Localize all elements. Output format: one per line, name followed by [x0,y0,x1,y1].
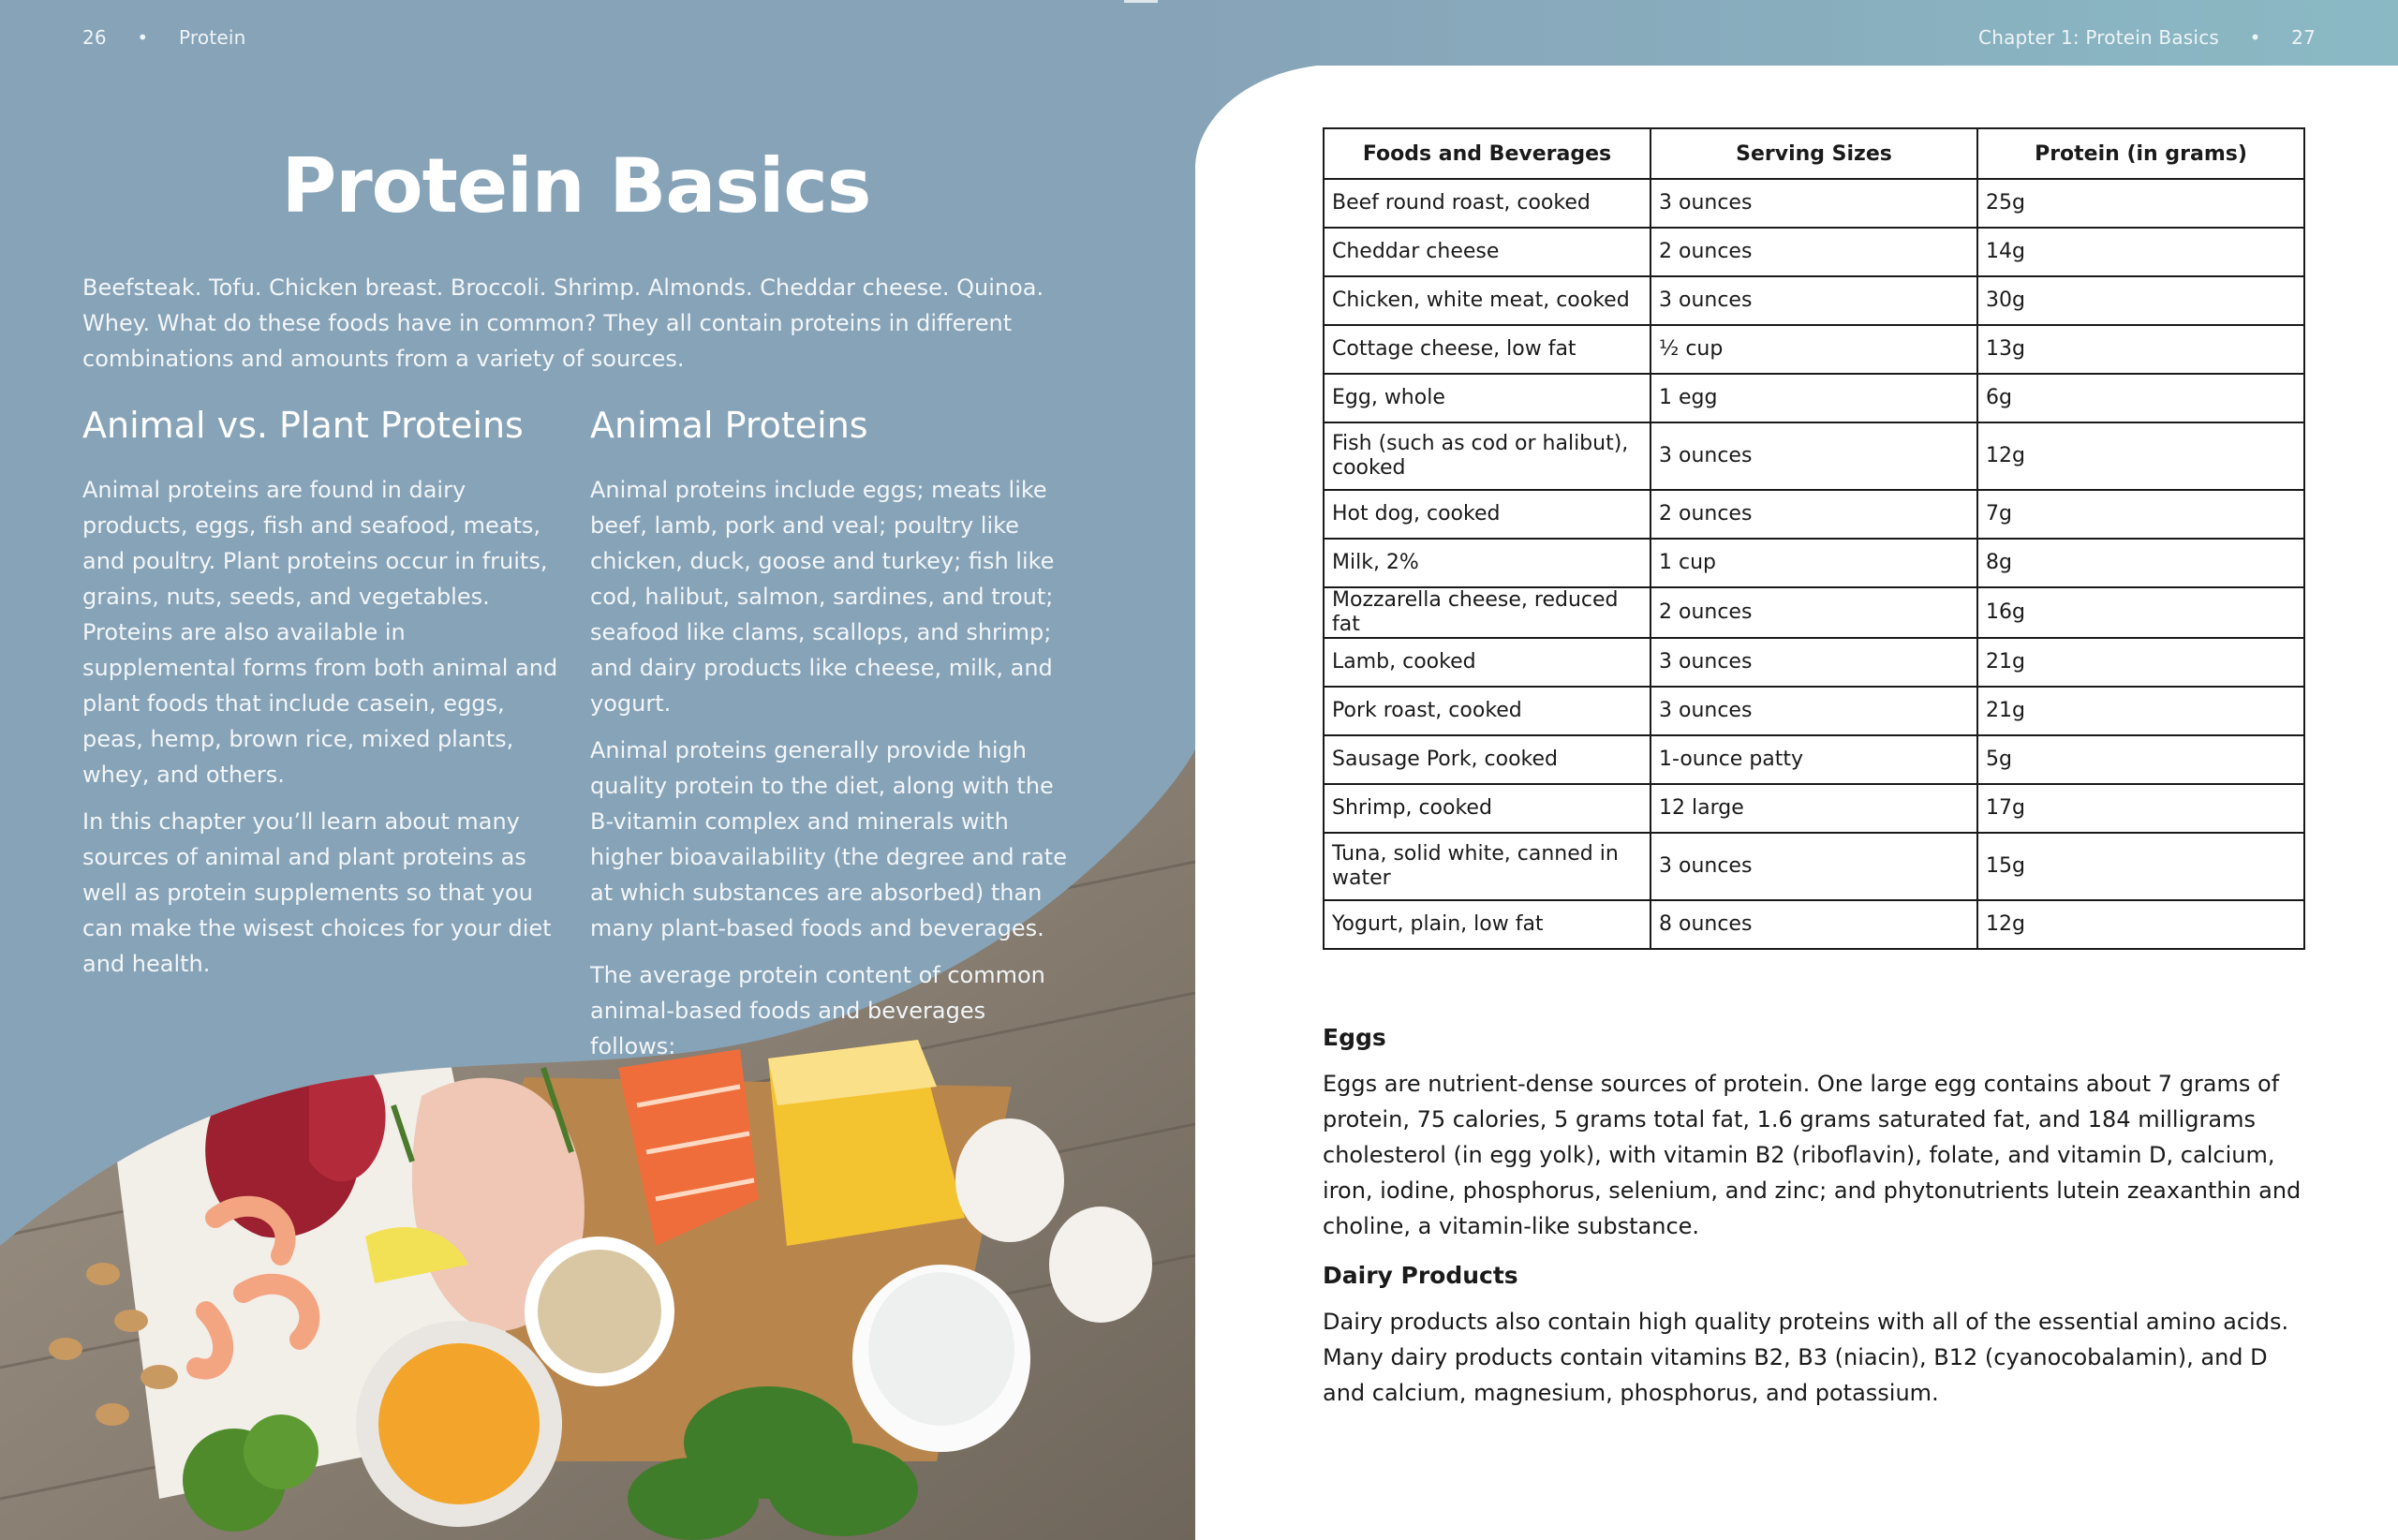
food-cell: Pork roast, cooked [1324,687,1650,735]
table-row [1324,422,2304,490]
protein-cell: 12g [1977,900,2304,949]
protein-cell: 14g [1977,228,2304,276]
food-cell: Cottage cheese, low fat [1324,325,1650,374]
protein-cell: 25g [1977,179,2304,228]
table-row [1324,539,2304,587]
table-row [1324,325,2304,374]
page-marker [1124,0,1158,3]
column-header: Protein (in grams) [1977,128,2304,179]
food-cell: Beef round roast, cooked [1324,179,1650,228]
serving-cell: 3 ounces [1650,422,1977,490]
table-row [1324,784,2304,833]
table-row [1324,735,2304,784]
paragraph: In this chapter you’ll learn about many sources of animal and plant proteins as well as protein supplements so that you can make the wisest choices for your diet and health. [82,808,552,977]
dairy-section [1323,1259,2316,1411]
protein-cell: 5g [1977,735,2304,784]
food-cell: Sausage Pork, cooked [1324,735,1650,784]
protein-cell: 8g [1977,539,2304,587]
page-number: 27 [2291,26,2316,49]
food-cell: Cheddar cheese [1324,228,1650,276]
column-header: Serving Sizes [1650,128,1977,179]
table-row [1324,228,2304,276]
food-cell: Tuna, solid white, canned in water [1324,833,1650,900]
section-heading: Animal vs. Plant Proteins [82,405,524,446]
column-header: Foods and Beverages [1324,128,1650,179]
table-row [1324,179,2304,228]
left-header [82,26,246,49]
serving-cell: 1 cup [1650,539,1977,587]
serving-cell: 1-ounce patty [1650,735,1977,784]
left-page [0,0,1195,1540]
table-row [1324,833,2304,900]
column-animal-proteins [590,403,1077,1075]
table-row [1324,900,2304,949]
table-row [1324,687,2304,735]
table-row [1324,374,2304,422]
protein-cell: 6g [1977,374,2304,422]
right-page [1195,0,2398,1540]
serving-cell: 8 ounces [1650,900,1977,949]
table-row [1324,638,2304,687]
serving-cell: 3 ounces [1650,638,1977,687]
food-cell: Fish (such as cod or halibut), cooked [1324,422,1650,490]
serving-cell: ½ cup [1650,325,1977,374]
protein-cell: 17g [1977,784,2304,833]
paragraph: The average protein content of common animal-based foods and beverages follows: [590,962,1045,1059]
table-row [1324,490,2304,539]
table-header-row [1324,128,2304,179]
serving-cell: 3 ounces [1650,833,1977,900]
protein-cell: 16g [1977,587,2304,638]
table-row [1324,276,2304,325]
running-head: Protein [178,26,246,49]
table-row [1324,587,2304,638]
protein-cell: 21g [1977,638,2304,687]
intro-paragraph: Beefsteak. Tofu. Chicken breast. Broccoli. Shrimp. Almonds. Cheddar cheese. Quinoa. Whey. What do these foods have in common? They all contain proteins in different combinations and amounts from a variety of sources. [82,274,1044,372]
protein-cell: 21g [1977,687,2304,735]
protein-cell: 30g [1977,276,2304,325]
separator-dot: • [137,26,149,49]
food-cell: Milk, 2% [1324,539,1650,587]
protein-cell: 13g [1977,325,2304,374]
food-cell: Chicken, white meat, cooked [1324,276,1650,325]
section-heading: Dairy Products [1323,1262,1518,1289]
section-heading: Eggs [1323,1024,1386,1051]
eggs-section [1323,1021,2316,1244]
right-header [1978,26,2316,49]
serving-cell: 3 ounces [1650,687,1977,735]
food-cell: Hot dog, cooked [1324,490,1650,539]
paragraph: Animal proteins are found in dairy products, eggs, fish and seafood, meats, and poultry. Plant proteins occur in fruits, grains, nuts, seeds, and vegetables. Proteins are also available in supplemental forms from both animal and plant foods that include casein, eggs, peas, hemp, brown rice, mixed plants, whey, and others. [82,477,558,788]
food-cell: Yogurt, plain, low fat [1324,900,1650,949]
serving-cell: 3 ounces [1650,179,1977,228]
section-heading: Animal Proteins [590,405,868,446]
paragraph: Eggs are nutrient-dense sources of protein. One large egg contains about 7 grams of protein, 75 calories, 5 grams total fat, 1.6 grams saturated fat, and 184 milligrams cholesterol (in egg yolk), with vitamin B2 (riboflavin), folate, and vitamin D, calcium, iron, iodine, phosphorus, selenium, and zinc; and phytonutrients lutein zeaxanthin and choline, a vitamin-like substance. [1323,1071,2302,1239]
protein-table [1323,127,2305,950]
separator-dot: • [2249,26,2261,49]
food-cell: Egg, whole [1324,374,1650,422]
protein-table-wrapper [1323,127,2305,950]
serving-cell: 2 ounces [1650,228,1977,276]
food-cell: Shrimp, cooked [1324,784,1650,833]
paragraph: Animal proteins generally provide high quality protein to the diet, along with the B-vitamin complex and minerals with higher bioavailability (the degree and rate at which substances are absorbed) than many plant-based foods and beverages. [590,737,1067,941]
serving-cell: 2 ounces [1650,490,1977,539]
protein-cell: 12g [1977,422,2304,490]
paragraph: Dairy products also contain high quality proteins with all of the essential amino acids. Many dairy products contain vitamins B2, B3 (niacin), B12 (cyanocobalamin), and D and calcium, magnesium, phosphorus, and potassium. [1323,1309,2289,1406]
paragraph: Animal proteins include eggs; meats like beef, lamb, pork and veal; poultry like chicken, duck, goose and turkey; fish like cod, halibut, salmon, sardines, and trout; seafood like clams, scallops, and shrimp; and dairy products like cheese, milk, and yogurt. [590,477,1055,717]
protein-cell: 7g [1977,490,2304,539]
page-title: Protein Basics [281,142,871,230]
serving-cell: 3 ounces [1650,276,1977,325]
serving-cell: 12 large [1650,784,1977,833]
protein-cell: 15g [1977,833,2304,900]
page-number: 26 [82,26,107,49]
food-cell: Mozzarella cheese, reduced fat [1324,587,1650,638]
serving-cell: 2 ounces [1650,587,1977,638]
running-head: Chapter 1: Protein Basics [1978,26,2220,49]
serving-cell: 1 egg [1650,374,1977,422]
column-animal-vs-plant [82,403,560,993]
food-cell: Lamb, cooked [1324,638,1650,687]
